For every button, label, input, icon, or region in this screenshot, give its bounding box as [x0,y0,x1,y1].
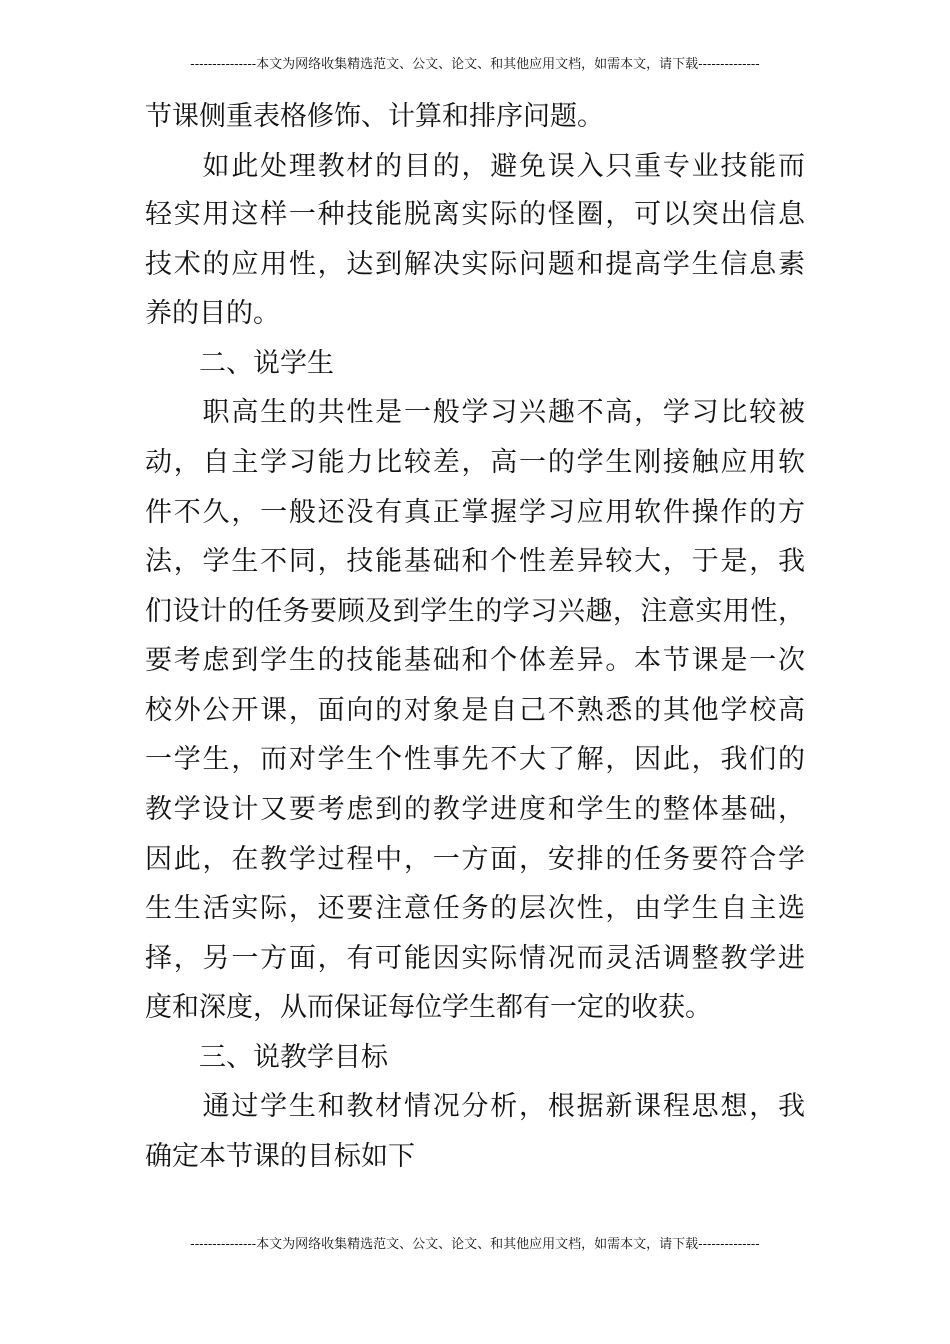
page-footer: ---------------本文为网络收集精选范文、公文、论文、和其他应用文档，如需本文，请下载-------------- [190,1237,760,1252]
body-line: 如此处理教材的目的，避免误入只重专业技能而 [145,151,805,182]
body-line: 养的目的。 [145,298,280,329]
body-line: 度和深度，从而保证每位学生都有一定的收获。 [145,992,712,1023]
body-line: 教学设计又要考虑到的教学进度和学生的整体基础， [145,794,805,825]
body-line: 技术的应用性，达到解决实际问题和提高学生信息素 [145,249,805,280]
body-line: 择，另一方面，有可能因实际情况而灵活调整教学进 [145,943,805,974]
body-line: 通过学生和教材情况分析，根据新课程思想，我 [145,1091,805,1122]
body-line: 动，自主学习能力比较差，高一的学生刚接触应用软 [145,447,805,478]
body-line: 件不久，一般还没有真正掌握学习应用软件操作的方 [145,497,805,528]
body-line: 校外公开课，面向的对象是自己不熟悉的其他学校高 [145,695,805,726]
section-heading: 三、说教学目标 [145,1042,388,1073]
body-line: 职高生的共性是一般学习兴趣不高，学习比较被 [145,397,805,428]
body-line: 生生活实际，还要注意任务的层次性，由学生自主选 [145,893,805,924]
body-line: 轻实用这样一种技能脱离实际的怪圈，可以突出信息 [145,199,805,230]
body-line: 要考虑到学生的技能基础和个体差异。本节课是一次 [145,645,805,676]
body-line: 一学生，而对学生个性事先不大了解，因此，我们的 [145,744,805,775]
body-line: 们设计的任务要顾及到学生的学习兴趣，注意实用性， [145,596,805,627]
body-line: 确定本节课的目标如下 [145,1141,415,1172]
body-line: 法，学生不同，技能基础和个性差异较大，于是，我 [145,546,805,577]
body-line: 节课侧重表格修饰、计算和排序问题。 [145,101,604,132]
page-header: ---------------本文为网络收集精选范文、公文、论文、和其他应用文档，如需本文，请下载-------------- [190,57,760,72]
body-line: 因此，在教学过程中，一方面，安排的任务要符合学 [145,844,805,875]
section-heading: 二、说学生 [145,348,334,379]
